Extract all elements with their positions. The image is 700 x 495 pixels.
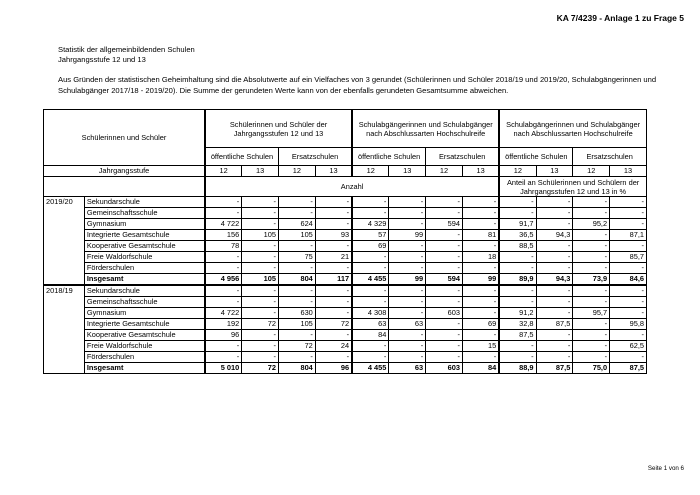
value-cell: 99 (389, 230, 426, 241)
value-cell: - (242, 197, 279, 208)
value-cell: - (462, 208, 499, 219)
value-cell: - (536, 330, 573, 341)
value-cell: 84,6 (610, 274, 647, 286)
value-cell: - (352, 341, 389, 352)
school-type-cell: Gemeinschaftsschule (84, 208, 205, 219)
header-grade: 12 (499, 166, 536, 177)
table-row (44, 208, 647, 219)
value-cell: 95,2 (573, 219, 610, 230)
statistics-table (43, 109, 647, 374)
value-cell: 73,9 (573, 274, 610, 286)
value-cell: - (242, 308, 279, 319)
value-cell: - (352, 208, 389, 219)
value-cell: - (205, 341, 242, 352)
value-cell: 4 722 (205, 308, 242, 319)
value-cell: - (610, 285, 647, 297)
value-cell: - (389, 285, 426, 297)
value-cell: 5 010 (205, 363, 242, 374)
value-cell: - (610, 197, 647, 208)
value-cell: - (610, 330, 647, 341)
value-cell: - (315, 197, 352, 208)
value-cell: - (573, 252, 610, 263)
value-cell: 36,5 (499, 230, 536, 241)
value-cell: - (389, 219, 426, 230)
value-cell: - (279, 263, 316, 274)
header-public-schools: öffentliche Schulen (499, 148, 573, 166)
value-cell: - (462, 330, 499, 341)
value-cell: - (573, 330, 610, 341)
value-cell: 804 (279, 274, 316, 286)
value-cell: - (462, 263, 499, 274)
table-row (44, 341, 647, 352)
value-cell: - (352, 352, 389, 363)
value-cell: - (315, 330, 352, 341)
value-cell: - (315, 285, 352, 297)
school-type-cell: Gymnasium (84, 219, 205, 230)
value-cell: 88,5 (499, 241, 536, 252)
table-row (44, 297, 647, 308)
value-cell: 93 (315, 230, 352, 241)
value-cell: 88,9 (499, 363, 536, 374)
value-cell: 105 (279, 230, 316, 241)
value-cell: 72 (279, 341, 316, 352)
value-cell: 192 (205, 319, 242, 330)
value-cell: 24 (315, 341, 352, 352)
value-cell: - (242, 219, 279, 230)
value-cell: 85,7 (610, 252, 647, 263)
table-row (44, 319, 647, 330)
value-cell: - (426, 263, 463, 274)
value-cell: - (573, 208, 610, 219)
value-cell: 94,3 (536, 230, 573, 241)
header-grade: 13 (242, 166, 279, 177)
value-cell: 4 722 (205, 219, 242, 230)
value-cell: - (426, 208, 463, 219)
value-cell: - (205, 297, 242, 308)
value-cell: - (426, 241, 463, 252)
value-cell: - (205, 197, 242, 208)
header-grade: 12 (426, 166, 463, 177)
table-row (44, 352, 647, 363)
header-grade: 12 (279, 166, 316, 177)
unit-spacer (44, 177, 205, 197)
header-grade: 12 (205, 166, 242, 177)
header-grade: 13 (462, 166, 499, 177)
school-year-cell: 2019/20 (44, 197, 85, 286)
table-row (44, 219, 647, 230)
table-row (44, 230, 647, 241)
school-type-cell: Integrierte Gesamtschule (84, 230, 205, 241)
value-cell: - (536, 208, 573, 219)
value-cell: - (573, 197, 610, 208)
value-cell: - (389, 330, 426, 341)
value-cell: - (315, 263, 352, 274)
value-cell: 117 (315, 274, 352, 286)
value-cell: - (610, 308, 647, 319)
school-type-cell: Integrierte Gesamtschule (84, 319, 205, 330)
value-cell: 87,5 (499, 330, 536, 341)
value-cell: - (536, 263, 573, 274)
header-private-schools: Ersatzschulen (573, 148, 647, 166)
document-title: Statistik der allgemeinbildenden Schulen (58, 45, 195, 54)
school-type-cell: Freie Waldorfschule (84, 252, 205, 263)
value-cell: - (462, 308, 499, 319)
value-cell: 594 (426, 219, 463, 230)
value-cell: 87,1 (610, 230, 647, 241)
value-cell: 75,0 (573, 363, 610, 374)
header-private-schools: Ersatzschulen (279, 148, 353, 166)
value-cell: - (352, 252, 389, 263)
header-public-schools: öffentliche Schulen (352, 148, 426, 166)
school-type-cell: Gemeinschaftsschule (84, 297, 205, 308)
value-cell: - (315, 297, 352, 308)
school-type-cell: Insgesamt (84, 274, 205, 286)
document-reference: KA 7/4239 - Anlage 1 zu Frage 5 (556, 13, 684, 23)
school-type-cell: Sekundarschule (84, 285, 205, 297)
value-cell: - (389, 197, 426, 208)
value-cell: - (462, 197, 499, 208)
value-cell: - (315, 219, 352, 230)
total-row (44, 274, 647, 286)
value-cell: 4 329 (352, 219, 389, 230)
value-cell: - (389, 352, 426, 363)
school-type-cell: Kooperative Gesamtschule (84, 330, 205, 341)
value-cell: - (426, 197, 463, 208)
value-cell: 96 (315, 363, 352, 374)
value-cell: 105 (279, 319, 316, 330)
value-cell: - (389, 252, 426, 263)
value-cell: 99 (462, 274, 499, 286)
header-students: Schülerinnen und Schüler (44, 110, 205, 166)
value-cell: 594 (426, 274, 463, 286)
school-year-cell: 2018/19 (44, 285, 85, 374)
value-cell: - (389, 297, 426, 308)
value-cell: 72 (242, 363, 279, 374)
header-private-schools: Ersatzschulen (426, 148, 500, 166)
value-cell: - (426, 352, 463, 363)
value-cell: 84 (352, 330, 389, 341)
value-cell: - (573, 285, 610, 297)
value-cell: - (499, 341, 536, 352)
school-type-cell: Insgesamt (84, 363, 205, 374)
value-cell: - (352, 197, 389, 208)
value-cell: - (426, 341, 463, 352)
school-type-cell: Gymnasium (84, 308, 205, 319)
value-cell: 18 (462, 252, 499, 263)
value-cell: - (426, 252, 463, 263)
value-cell: 603 (426, 308, 463, 319)
value-cell: - (610, 297, 647, 308)
value-cell: - (242, 252, 279, 263)
value-cell: - (242, 263, 279, 274)
value-cell: - (610, 208, 647, 219)
school-type-cell: Kooperative Gesamtschule (84, 241, 205, 252)
value-cell: - (536, 219, 573, 230)
value-cell: - (573, 230, 610, 241)
table-row (44, 330, 647, 341)
value-cell: 105 (242, 274, 279, 286)
value-cell: - (242, 297, 279, 308)
value-cell: - (426, 285, 463, 297)
value-cell: - (499, 285, 536, 297)
value-cell: 624 (279, 219, 316, 230)
value-cell: 72 (242, 319, 279, 330)
value-cell: - (389, 241, 426, 252)
value-cell: - (426, 319, 463, 330)
value-cell: 4 455 (352, 274, 389, 286)
value-cell: 630 (279, 308, 316, 319)
value-cell: - (242, 241, 279, 252)
value-cell: - (205, 263, 242, 274)
header-grade: 12 (573, 166, 610, 177)
value-cell: - (205, 352, 242, 363)
value-cell: - (573, 241, 610, 252)
value-cell: 89,9 (499, 274, 536, 286)
value-cell: - (315, 308, 352, 319)
value-cell: - (242, 330, 279, 341)
table-body (44, 197, 647, 374)
header-grade: 13 (610, 166, 647, 177)
value-cell: 62,5 (610, 341, 647, 352)
value-cell: 91,2 (499, 308, 536, 319)
table-row (44, 252, 647, 263)
value-cell: 94,3 (536, 274, 573, 286)
value-cell: - (610, 219, 647, 230)
value-cell: 603 (426, 363, 463, 374)
value-cell: 69 (462, 319, 499, 330)
header-grade-label: Jahrgangsstufe (44, 166, 205, 177)
value-cell: 57 (352, 230, 389, 241)
value-cell: - (389, 308, 426, 319)
value-cell: - (279, 297, 316, 308)
value-cell: - (536, 341, 573, 352)
header-group-graduates-count: Schulabgängerinnen und Schulabgänger nach Abschlussarten Hochschulreife (352, 110, 499, 148)
value-cell: - (279, 197, 316, 208)
value-cell: 78 (205, 241, 242, 252)
value-cell: - (426, 230, 463, 241)
value-cell: - (279, 208, 316, 219)
value-cell: - (536, 352, 573, 363)
header-grade: 13 (389, 166, 426, 177)
value-cell: - (242, 341, 279, 352)
value-cell: 72 (315, 319, 352, 330)
value-cell: 91,7 (499, 219, 536, 230)
value-cell: 156 (205, 230, 242, 241)
intro-block (58, 45, 673, 96)
value-cell: - (352, 297, 389, 308)
value-cell: 804 (279, 363, 316, 374)
value-cell: 4 956 (205, 274, 242, 286)
value-cell: 21 (315, 252, 352, 263)
rounding-note: Aus Gründen der statistischen Geheimhaltung sind die Absolutwerte auf ein Vielfaches von 3 gerundet (Schülerinnen und Schüler 2018/19 und 2019/20, Schulabgängerinnen und Schulabgänger 2017/18 - 2019/20). Die Summe der gerundeten Werte kann von der ebenfalls gerundeten Gesamtsumme abweichen. (58, 75, 657, 95)
total-row (44, 363, 647, 374)
value-cell: - (536, 285, 573, 297)
value-cell: - (315, 208, 352, 219)
value-cell: 95,7 (573, 308, 610, 319)
value-cell: 87,5 (536, 363, 573, 374)
school-type-cell: Freie Waldorfschule (84, 341, 205, 352)
value-cell: - (536, 252, 573, 263)
value-cell: - (389, 208, 426, 219)
table-row (44, 308, 647, 319)
school-type-cell: Förderschulen (84, 263, 205, 274)
value-cell: 81 (462, 230, 499, 241)
value-cell: - (499, 197, 536, 208)
header-public-schools: öffentliche Schulen (205, 148, 279, 166)
school-type-cell: Sekundarschule (84, 197, 205, 208)
value-cell: 15 (462, 341, 499, 352)
value-cell: - (205, 252, 242, 263)
value-cell: - (573, 319, 610, 330)
unit-share-label: Anteil an Schülerinnen und Schülern der Jahrgangsstufen 12 und 13 in % (499, 177, 646, 197)
header-group-students: Schülerinnen und Schüler der Jahrgangsstufen 12 und 13 (205, 110, 352, 148)
value-cell: 87,5 (610, 363, 647, 374)
header-group-graduates-share: Schulabgängerinnen und Schulabgänger nach Abschlussarten Hochschulreife (499, 110, 646, 148)
value-cell: - (242, 352, 279, 363)
value-cell: 99 (389, 274, 426, 286)
value-cell: - (462, 219, 499, 230)
value-cell: - (499, 208, 536, 219)
school-type-cell: Förderschulen (84, 352, 205, 363)
value-cell: - (573, 297, 610, 308)
value-cell: - (279, 241, 316, 252)
value-cell: 96 (205, 330, 242, 341)
value-cell: - (462, 352, 499, 363)
value-cell: 84 (462, 363, 499, 374)
value-cell: - (573, 341, 610, 352)
value-cell: - (536, 197, 573, 208)
value-cell: 63 (389, 363, 426, 374)
value-cell: - (499, 252, 536, 263)
value-cell: - (352, 285, 389, 297)
value-cell: - (242, 285, 279, 297)
value-cell: - (462, 241, 499, 252)
header-grade: 13 (536, 166, 573, 177)
value-cell: 95,8 (610, 319, 647, 330)
value-cell: - (573, 352, 610, 363)
page-number: Seite 1 von 6 (647, 465, 684, 472)
value-cell: 32,8 (499, 319, 536, 330)
value-cell: - (426, 330, 463, 341)
value-cell: - (315, 241, 352, 252)
value-cell: - (610, 352, 647, 363)
value-cell: 105 (242, 230, 279, 241)
value-cell: - (499, 263, 536, 274)
table-row (44, 263, 647, 274)
value-cell: - (279, 285, 316, 297)
value-cell: 69 (352, 241, 389, 252)
value-cell: - (205, 208, 242, 219)
value-cell: - (610, 263, 647, 274)
table-row (44, 197, 647, 208)
value-cell: - (279, 352, 316, 363)
value-cell: - (536, 308, 573, 319)
value-cell: 4 455 (352, 363, 389, 374)
value-cell: 87,5 (536, 319, 573, 330)
document-subtitle: Jahrgangsstufe 12 und 13 (58, 55, 146, 65)
value-cell: - (462, 297, 499, 308)
value-cell: - (389, 263, 426, 274)
table-row (44, 285, 647, 297)
value-cell: - (499, 352, 536, 363)
value-cell: - (242, 208, 279, 219)
value-cell: - (389, 341, 426, 352)
value-cell: 63 (389, 319, 426, 330)
value-cell: - (315, 352, 352, 363)
table-row (44, 241, 647, 252)
header-grade: 13 (315, 166, 352, 177)
value-cell: - (462, 285, 499, 297)
header-grade: 12 (352, 166, 389, 177)
value-cell: - (279, 330, 316, 341)
value-cell: - (610, 241, 647, 252)
unit-count-label: Anzahl (205, 177, 499, 197)
value-cell: - (573, 263, 610, 274)
value-cell: - (499, 297, 536, 308)
value-cell: - (536, 241, 573, 252)
value-cell: 63 (352, 319, 389, 330)
value-cell: - (536, 297, 573, 308)
value-cell: 75 (279, 252, 316, 263)
value-cell: - (426, 297, 463, 308)
value-cell: - (205, 285, 242, 297)
value-cell: - (352, 263, 389, 274)
value-cell: 4 308 (352, 308, 389, 319)
